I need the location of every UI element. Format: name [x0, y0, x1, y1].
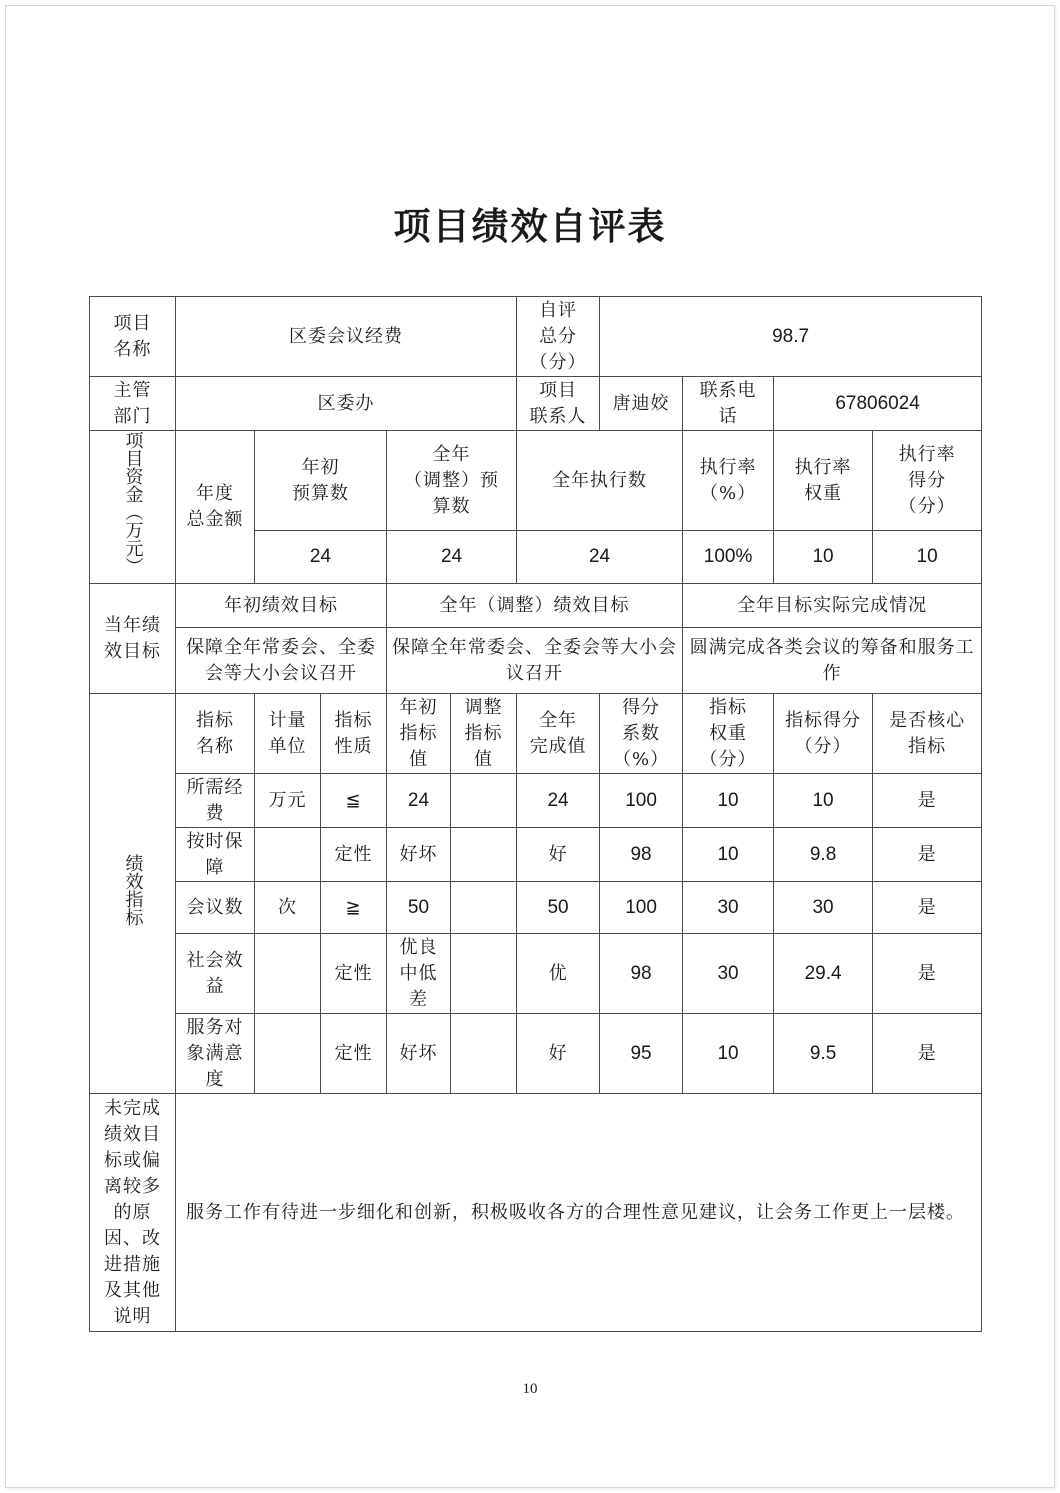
indicator-cell: 优良 中低 差	[387, 934, 451, 1014]
indicators-label-cell	[90, 694, 176, 1094]
goals-initial-value: 保障全年常委会、全委会等大小会议召开	[176, 628, 387, 694]
indicator-cell: 好	[517, 1014, 600, 1094]
funds-header-weight: 执行率 权重	[774, 431, 873, 531]
indicator-cell: 30	[683, 934, 774, 1014]
phone-value: 67806024	[774, 377, 982, 431]
indicator-cell: 服务对 象满意 度	[176, 1014, 255, 1094]
goals-header-initial: 年初绩效目标	[176, 584, 387, 628]
phone-label: 联系电 话	[683, 377, 774, 431]
indicator-cell: 是	[873, 774, 982, 828]
indicator-cell	[255, 1014, 321, 1094]
funds-header-rate: 执行率 （%）	[683, 431, 774, 531]
page-number: 10	[522, 1381, 538, 1397]
notes-text: 服务工作有待进一步细化和创新，积极吸收各方的合理性意见建议，让会务工作更上一层楼。	[176, 1094, 982, 1332]
goals-values-row	[90, 628, 982, 694]
indicator-header: 指标 性质	[321, 694, 387, 774]
goals-label: 当年绩 效目标	[90, 584, 176, 694]
goals-actual-value: 圆满完成各类会议的筹备和服务工作	[683, 628, 982, 694]
indicator-cell: 98	[600, 828, 683, 882]
indicator-cell: 10	[683, 774, 774, 828]
indicator-cell: 定性	[321, 934, 387, 1014]
indicator-cell	[451, 1014, 517, 1094]
funds-label-cell	[90, 431, 176, 584]
indicator-cell	[255, 828, 321, 882]
goals-header-adjusted: 全年（调整）绩效目标	[387, 584, 683, 628]
indicator-cell: 50	[517, 882, 600, 934]
goals-header-actual: 全年目标实际完成情况	[683, 584, 982, 628]
indicator-cell: 是	[873, 828, 982, 882]
funds-total-label: 年度 总金额	[176, 431, 255, 584]
department-value: 区委办	[176, 377, 517, 431]
indicator-cell: 是	[873, 1014, 982, 1094]
department-label: 主管 部门	[90, 377, 176, 431]
indicator-cell: 好	[517, 828, 600, 882]
indicator-cell: 30	[774, 882, 873, 934]
indicator-cell: ≧	[321, 882, 387, 934]
indicator-cell: 所需经 费	[176, 774, 255, 828]
funds-header-executed: 全年执行数	[517, 431, 683, 531]
funds-initial-value: 24	[255, 531, 387, 584]
indicator-row	[90, 934, 982, 1014]
indicator-header: 得分 系数 （%）	[600, 694, 683, 774]
indicator-cell: 定性	[321, 1014, 387, 1094]
indicator-cell: 会议数	[176, 882, 255, 934]
indicator-cell: 29.4	[774, 934, 873, 1014]
funds-weight-value: 10	[774, 531, 873, 584]
page-title: 项目绩效自评表	[393, 204, 667, 248]
indicator-header: 计量 单位	[255, 694, 321, 774]
indicator-cell: 100	[600, 882, 683, 934]
indicator-cell: 98	[600, 934, 683, 1014]
funds-adjusted-value: 24	[387, 531, 517, 584]
indicators-header-row	[90, 694, 982, 774]
funds-header-initial: 年初 预算数	[255, 431, 387, 531]
indicator-cell: 是	[873, 882, 982, 934]
indicator-cell: 10	[683, 1014, 774, 1094]
indicator-cell: 社会效 益	[176, 934, 255, 1014]
contact-label: 项目 联系人	[517, 377, 600, 431]
indicator-header: 年初 指标 值	[387, 694, 451, 774]
self-score-value: 98.7	[600, 297, 982, 377]
self-score-label: 自评 总分 （分）	[517, 297, 600, 377]
indicator-header: 指标 名称	[176, 694, 255, 774]
funds-header-adjusted: 全年 （调整）预 算数	[387, 431, 517, 531]
indicator-cell: 9.5	[774, 1014, 873, 1094]
funds-header-row	[90, 431, 982, 531]
indicator-cell	[255, 934, 321, 1014]
indicator-row	[90, 774, 982, 828]
indicator-cell: 9.8	[774, 828, 873, 882]
indicator-row	[90, 882, 982, 934]
goals-header-row	[90, 584, 982, 628]
indicator-row	[90, 1014, 982, 1094]
indicator-cell: 万元	[255, 774, 321, 828]
indicator-cell: ≦	[321, 774, 387, 828]
indicator-cell: 10	[774, 774, 873, 828]
indicator-cell: 是	[873, 934, 982, 1014]
indicator-header: 是否核心 指标	[873, 694, 982, 774]
indicator-cell: 定性	[321, 828, 387, 882]
indicator-row	[90, 828, 982, 882]
funds-score-value: 10	[873, 531, 982, 584]
indicator-cell: 优	[517, 934, 600, 1014]
department-row	[90, 377, 982, 431]
funds-label: 项目资金（万元）	[122, 431, 144, 575]
indicator-cell: 24	[517, 774, 600, 828]
project-name-label: 项目 名称	[90, 297, 176, 377]
funds-rate-value: 100%	[683, 531, 774, 584]
indicator-header: 指标 权重 （分）	[683, 694, 774, 774]
indicator-cell	[451, 882, 517, 934]
indicator-cell: 按时保 障	[176, 828, 255, 882]
goals-adjusted-value: 保障全年常委会、全委会等大小会议召开	[387, 628, 683, 694]
indicator-cell	[451, 934, 517, 1014]
indicator-cell	[451, 774, 517, 828]
indicator-header: 指标得分 （分）	[774, 694, 873, 774]
indicator-cell: 24	[387, 774, 451, 828]
indicator-cell: 50	[387, 882, 451, 934]
notes-row	[90, 1094, 982, 1332]
indicator-cell: 30	[683, 882, 774, 934]
evaluation-table	[89, 296, 982, 1332]
funds-executed-value: 24	[517, 531, 683, 584]
project-name-row	[90, 297, 982, 377]
indicator-cell: 10	[683, 828, 774, 882]
indicator-cell: 好坏	[387, 828, 451, 882]
funds-header-score: 执行率 得分 （分）	[873, 431, 982, 531]
project-name-value: 区委会议经费	[176, 297, 517, 377]
indicators-label: 绩效指标	[122, 853, 144, 926]
indicator-header: 调整 指标 值	[451, 694, 517, 774]
notes-label: 未完成 绩效目 标或偏 离较多 的原 因、改 进措施 及其他 说明	[90, 1094, 176, 1332]
indicator-header: 全年 完成值	[517, 694, 600, 774]
indicator-cell: 次	[255, 882, 321, 934]
indicator-cell: 100	[600, 774, 683, 828]
contact-value: 唐迪姣	[600, 377, 683, 431]
indicator-cell	[451, 828, 517, 882]
indicator-cell: 95	[600, 1014, 683, 1094]
indicator-cell: 好坏	[387, 1014, 451, 1094]
